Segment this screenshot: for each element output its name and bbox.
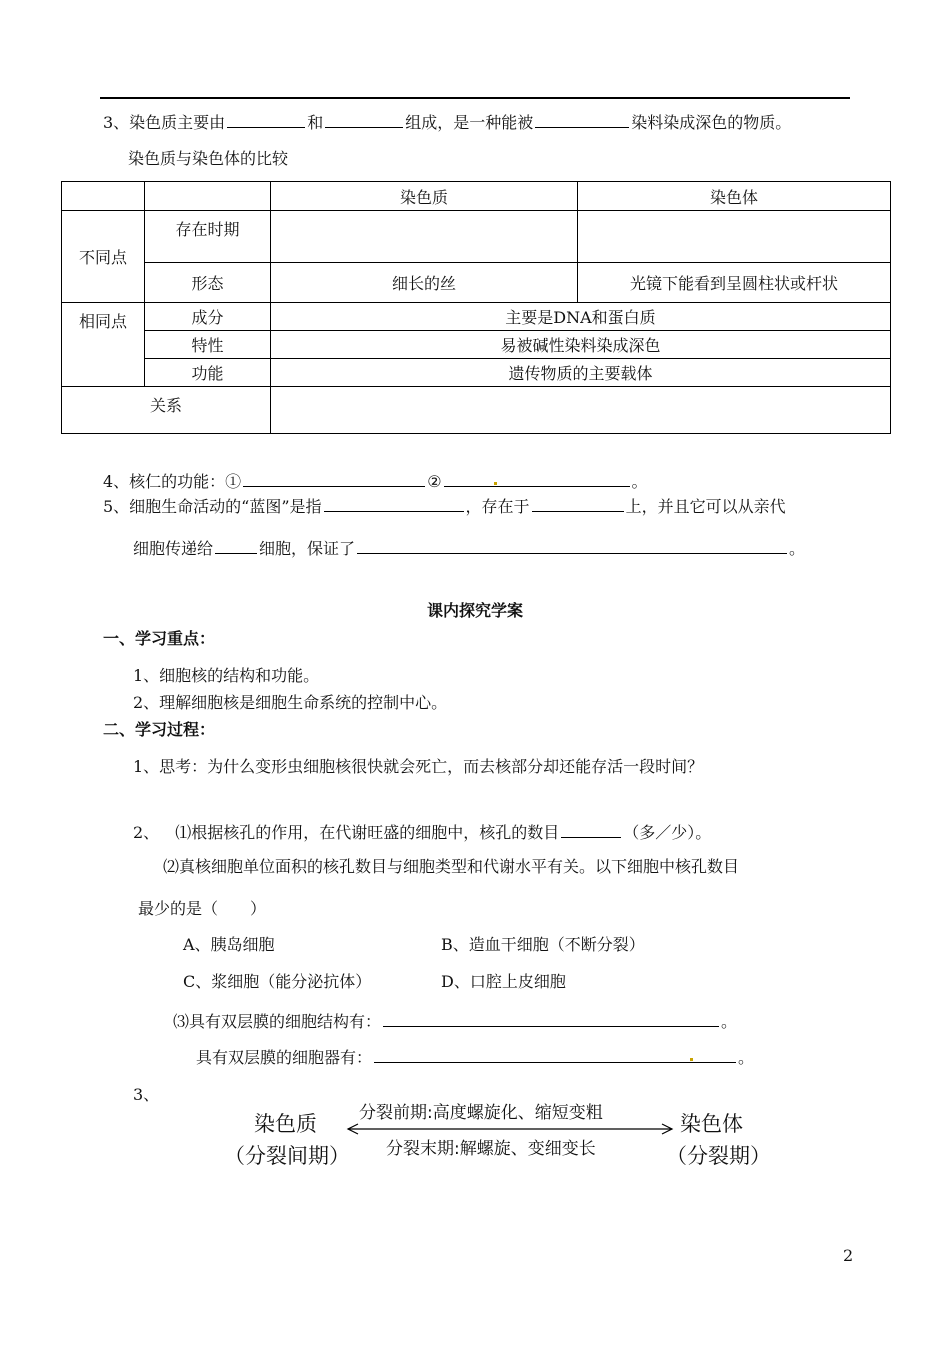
table-row: [62, 211, 891, 263]
compare-title: 染色质与染色体的比较: [128, 149, 289, 168]
diff-label: 不同点: [62, 211, 145, 303]
q3-number: 3、: [133, 1085, 160, 1104]
q5-blank-3[interactable]: [215, 537, 257, 554]
q4-prefix: 4、核仁的功能：①: [103, 472, 242, 491]
q5-line2-suffix: 。: [789, 539, 806, 558]
function-value: 遗传物质的主要载体: [271, 359, 891, 387]
header-rule: [100, 97, 850, 99]
page-number: 2: [843, 1246, 854, 1265]
q3-prefix: 3、染色质主要由: [103, 113, 226, 132]
q5-mid: ，存在于: [465, 497, 530, 516]
q2-part2-line1: ⑵真核细胞单位面积的核孔数目与细胞类型和代谢水平有关。以下细胞中核孔数目: [163, 857, 740, 876]
question-5-line-2: [133, 537, 805, 559]
q2-1-prefix: ⑴根据核孔的作用，在代谢旺盛的细胞中，核孔的数目: [175, 823, 560, 842]
q3-blank-1[interactable]: [227, 111, 305, 128]
period-chromatin-cell[interactable]: [271, 211, 578, 263]
q4-blank-1[interactable]: [243, 470, 425, 487]
table-row: [62, 303, 891, 331]
question-3: [103, 111, 791, 133]
q5-suffix: 上，并且它可以从亲代: [625, 497, 786, 516]
component-label: 成分: [145, 303, 271, 331]
table-row: [62, 387, 891, 434]
q2-3b-prefix: 具有双层膜的细胞器有：: [196, 1048, 373, 1067]
mitosis-label: （分裂期）: [666, 1144, 771, 1168]
q2-3-suffix: 。: [721, 1012, 738, 1031]
property-label: 特性: [145, 331, 271, 359]
q5-line2-mid: 细胞，保证了: [259, 539, 356, 558]
q3-blank-2[interactable]: [325, 111, 403, 128]
part2-heading: 二、学习过程：: [103, 720, 216, 739]
table-row: [62, 359, 891, 387]
q3-and: 和: [307, 113, 324, 132]
chromosome-label: 染色体: [680, 1112, 743, 1136]
table-header-row: [62, 182, 891, 211]
q2-part1: [133, 821, 711, 843]
part1-item: 2、理解细胞核是细胞生命系统的控制中心。: [133, 693, 448, 712]
q2-part2-line2: 最少的是（ ）: [138, 899, 267, 918]
q5-prefix: 5、细胞生命活动的“蓝图”是指: [103, 497, 322, 516]
chromatin-label: 染色质: [254, 1112, 317, 1136]
option-b[interactable]: B、造血干细胞（不断分裂）: [441, 935, 645, 954]
option-d[interactable]: D、口腔上皮细胞: [441, 972, 566, 991]
question-5-line-1: [103, 495, 786, 517]
shape-label: 形态: [145, 263, 271, 303]
comparison-table: [61, 181, 891, 434]
header-chromosome: 染色体: [578, 182, 891, 211]
q2-3b-blank[interactable]: [374, 1046, 736, 1063]
component-value: 主要是DNA和蛋白质: [271, 303, 891, 331]
conversion-diagram: [224, 1098, 771, 1170]
shape-chromatin-cell: 细长的丝: [271, 263, 578, 303]
q5-blank-4[interactable]: [357, 537, 787, 554]
q4-blank-2[interactable]: [444, 470, 630, 487]
q3-blank-3[interactable]: [535, 111, 629, 128]
q4-suffix: 。: [631, 472, 648, 491]
property-value: 易被碱性染料染成深色: [271, 331, 891, 359]
table-row: [62, 263, 891, 303]
header-cell: [145, 182, 271, 211]
relation-value[interactable]: [271, 387, 891, 434]
q5-blank-1[interactable]: [324, 495, 464, 512]
q2-number: 2、: [133, 823, 160, 842]
arrow-top-label: 分裂前期:高度螺旋化、缩短变粗: [359, 1103, 603, 1123]
double-arrow-icon: [346, 1122, 676, 1136]
q4-mid: ②: [427, 472, 442, 491]
shape-chromosome-cell: 光镜下能看到呈圆柱状或杆状: [578, 263, 891, 303]
option-a[interactable]: A、胰岛细胞: [183, 935, 275, 954]
interphase-label: （分裂间期）: [224, 1144, 350, 1168]
period-label: 存在时期: [145, 211, 271, 263]
q2-3-blank[interactable]: [383, 1010, 719, 1027]
table-row: [62, 331, 891, 359]
option-c[interactable]: C、浆细胞（能分泌抗体）: [183, 972, 372, 991]
q3-composed: 组成，是一种能被: [405, 113, 534, 132]
q2-1-suffix: （多／少）。: [623, 823, 712, 842]
part1-heading: 一、学习重点：: [103, 629, 216, 648]
q5-line2-prefix: 细胞传递给: [133, 539, 214, 558]
q2-part3b: [196, 1046, 754, 1068]
think-question: 1、思考：为什么变形虫细胞核很快就会死亡，而去核部分却还能存活一段时间？: [133, 757, 704, 776]
section-title: 课内探究学案: [426, 601, 523, 620]
q2-1-blank[interactable]: [561, 821, 621, 838]
q2-3-prefix: ⑶具有双层膜的细胞结构有：: [173, 1012, 382, 1031]
same-label: 相同点: [62, 303, 145, 387]
arrow-bottom-label: 分裂末期:解螺旋、变细变长: [386, 1139, 596, 1159]
question-4: [103, 470, 648, 492]
q2-part3: [173, 1010, 737, 1032]
q5-blank-2[interactable]: [532, 495, 624, 512]
mark-dot: [494, 482, 497, 485]
period-chromosome-cell[interactable]: [578, 211, 891, 263]
header-chromatin: 染色质: [271, 182, 578, 211]
q2-3b-suffix: 。: [738, 1048, 755, 1067]
relation-label: 关系: [62, 387, 271, 434]
header-cell: [62, 182, 145, 211]
mark-dot: [690, 1058, 693, 1061]
q3-suffix: 染料染成深色的物质。: [631, 113, 792, 132]
function-label: 功能: [145, 359, 271, 387]
part1-item: 1、细胞核的结构和功能。: [133, 666, 320, 685]
